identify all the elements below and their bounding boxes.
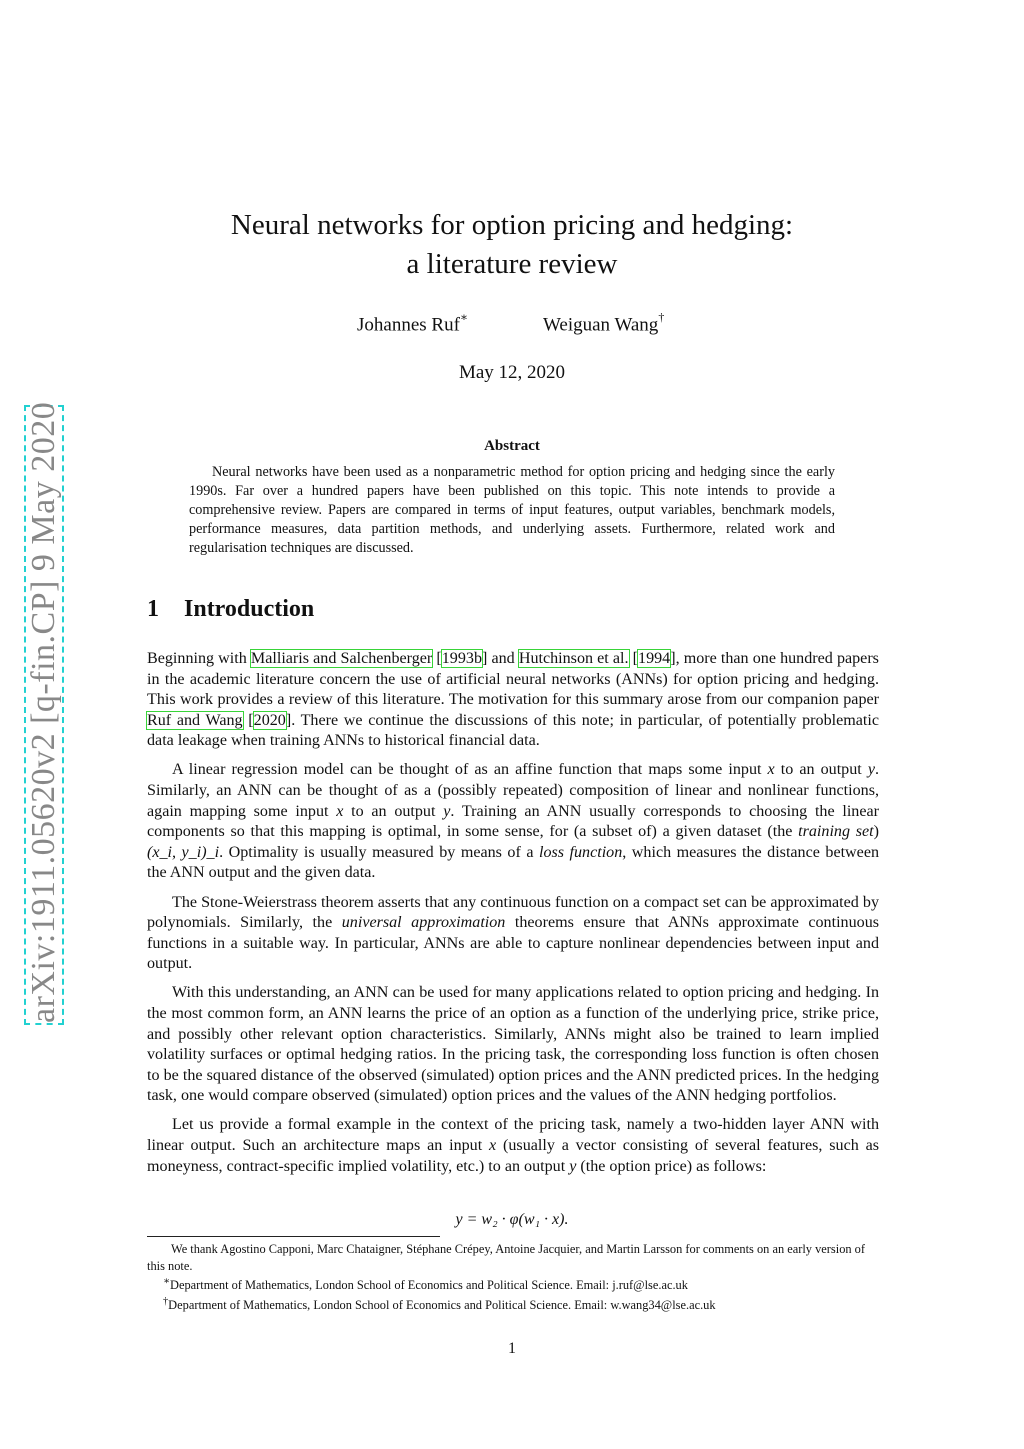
- citation-link[interactable]: 2020: [253, 711, 286, 729]
- citation-link[interactable]: Hutchinson et al.: [518, 650, 629, 667]
- math-variable: x: [767, 761, 775, 779]
- footnote-1: [147, 1274, 879, 1294]
- display-equation: y = w₂ · φ(w₁ · x).: [455, 1211, 569, 1228]
- introduction-body: [147, 649, 879, 1186]
- emphasis: universal approximation: [341, 914, 506, 932]
- text-run: Let us provide a formal example in the context of the pricing task, namely a two-hidden layer ANN with linear output. Such an architecture maps an input: [147, 1116, 879, 1155]
- text-run: . Optimality is usually measured by means of a: [219, 843, 539, 861]
- text-run: theorems ensure that ANNs approximate continuous functions in a suitable way. In particular, ANNs are able to capture nonlinear dependencies between input and output.: [147, 914, 880, 973]
- author-footnote-mark: †: [658, 310, 665, 324]
- text-run: . Similarly, an ANN can be thought of as a (possibly repeated) composition of linear and nonlinear functions, again mapping some input: [147, 761, 879, 820]
- paragraph-3: [147, 893, 879, 975]
- text-run: (usually a vector consisting of several features, such as moneyness, contract-specific implied volatility, etc.) to an output: [147, 1137, 879, 1175]
- footnote-thanks: We thank Agostino Capponi, Marc Chataigner, Stéphane Crépey, Antoine Jacquier, and Martin Larsson for comments on an early version of this note.: [147, 1242, 865, 1273]
- text-run: . There we continue the discussions of this note; in particular, of potentially problematic data leakage when training ANNs to historical financial data.: [147, 711, 879, 750]
- text-run: to an output: [774, 761, 868, 779]
- citation-link[interactable]: 1993b: [441, 650, 482, 667]
- title-line-2: a literature review: [406, 248, 618, 280]
- footnote-2: [147, 1294, 879, 1314]
- paragraph-2: [147, 760, 879, 884]
- author-name: Weiguan Wang: [543, 314, 659, 336]
- citation-link[interactable]: Ruf and Wang: [147, 711, 243, 729]
- footnote-text: Department of Mathematics, London School of Economics and Political Science. Email: w.wang34@lse.ac.uk: [168, 1297, 716, 1312]
- author-footnote-mark: ∗: [459, 310, 469, 324]
- arxiv-identifier-stamp: arXiv:1911.05620v2 [q-fin.CP] 9 May 2020: [25, 401, 62, 1023]
- paper-title: [0, 206, 1024, 284]
- math-variable: y: [443, 802, 451, 820]
- author-2: [543, 312, 664, 336]
- text-run: ): [873, 823, 879, 841]
- math-variable: y: [867, 761, 875, 779]
- math-variable: x: [336, 802, 344, 820]
- section-heading: [147, 596, 314, 623]
- abstract-heading: Abstract: [484, 438, 540, 454]
- text-run: A linear regression model can be thought of as an affine function that maps some input: [172, 761, 768, 779]
- paragraph-4: With this understanding, an ANN can be used for many applications related to option pricing and hedging. In the most common form, an ANN learns the price of an option as a function of the underlying price, strike price, and possibly other relevant option characteristics. Similarly, ANNs might also be trained to learn implied volatility surfaces or optimal hedging ratios. In the pricing task, the corresponding loss function is often chosen to be the squared distance of the observed (simulated) option prices and the ANN predicted prices. In the hedging task, one would compare observed (simulated) option prices and the values of the ANN hedging portfolios.: [147, 984, 879, 1105]
- footnote-mark: †: [163, 1295, 169, 1307]
- math-expression: (x_i, y_i)_i: [147, 843, 220, 861]
- text-run: , more than one hundred papers in the academic literature concern the use of artificial neural networks (ANNs) for option pricing and hedging. This work provides a review of this literature. The motivation for this summary arose from our companion paper: [147, 650, 879, 709]
- citation-link[interactable]: Malliaris and Salchenberger: [250, 650, 433, 667]
- text-run: . Training an ANN usually corresponds to choosing the linear components so that this mapping is optimal, in some sense, for (a subset of) a given dataset (the: [147, 802, 879, 841]
- title-line-1: Neural networks for option pricing and hedging:: [230, 209, 794, 241]
- text-run: (the option price) as follows:: [576, 1157, 767, 1175]
- text-run: and: [487, 650, 519, 667]
- section-number: 1: [147, 596, 159, 622]
- emphasis: loss function: [538, 843, 623, 861]
- text-run: , which measures the distance between the ANN output and the given data.: [147, 843, 880, 882]
- citation-link[interactable]: 1994: [638, 650, 671, 667]
- paragraph-5: [147, 1115, 879, 1177]
- text-run: The Stone-Weierstrass theorem asserts that any continuous function on a compact set can be approximated by polynomials. Similarly, the: [147, 893, 879, 932]
- footnote-mark: ∗: [163, 1276, 171, 1287]
- footnote-rule: [147, 1236, 440, 1237]
- text-run: to an output: [343, 802, 444, 820]
- author-name: Johannes Ruf: [357, 314, 460, 336]
- publication-date: May 12, 2020: [458, 362, 566, 383]
- text-run: Beginning with: [147, 650, 251, 667]
- footnotes: [147, 1241, 879, 1313]
- abstract-text: Neural networks have been used as a nonparametric method for option pricing and hedging since the early 1990s. Far over a hundred papers have been published on this topic. This note intends to provide a comprehensive review. Papers are compared in terms of input features, output variables, benchmark models, performance measures, data partition methods, and underlying assets. Furthermore, related work and regularisation techniques are discussed.: [189, 464, 835, 556]
- page-number: 1: [508, 1340, 516, 1357]
- emphasis: training set: [798, 823, 874, 841]
- math-variable: x: [489, 1137, 497, 1155]
- section-title: Introduction: [184, 596, 315, 622]
- paragraph-1: Beginning with Malliaris and Salchenberger [1993b] and Hutchinson et al. [1994], more than one hundred papers in the academic literature concern the use of artificial neural networks (ANNs) for option pricing and hedging. This work provides a review of this literature. The motivation for this summary arose from our companion paper Ruf and Wang [2020]. There we continue the discussions of this note; in particular, of potentially problematic data leakage when training ANNs to historical financial data.: [147, 650, 879, 750]
- author-1: [357, 312, 468, 336]
- math-variable: y: [569, 1157, 577, 1175]
- footnote-text: Department of Mathematics, London School of Economics and Political Science. Email: j.ruf@lse.ac.uk: [170, 1278, 688, 1293]
